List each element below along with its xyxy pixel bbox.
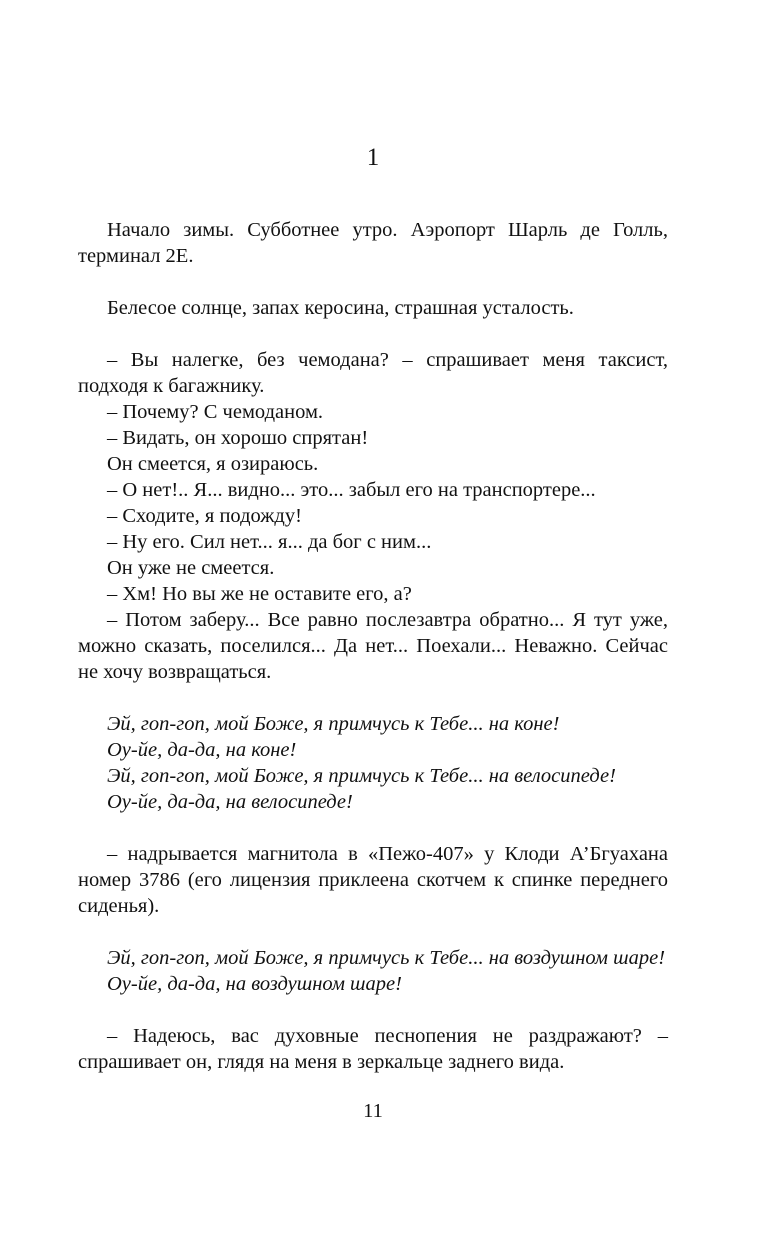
dialogue-line: – Сходите, я подожду! [107,505,302,527]
paragraph-driver-question: – Надеюсь, вас духовные песнопения не раздражают? – спрашивает он, глядя на меня в зеркальце заднего вида. [78,1025,668,1073]
blank-line [78,919,668,945]
dialogue-line: Он смеется, я озираюсь. [107,453,319,475]
dialogue-line: Он уже не смеется. [107,557,275,579]
chapter-number: 1 [366,144,380,171]
dialogue-line: – О нет!.. Я... видно... это... забыл его на транспортере... [107,479,596,501]
dialogue-line: – Видать, он хорошо спрятан! [107,427,369,449]
dialogue-line: – Почему? С чемоданом. [107,401,324,423]
blank-line [78,321,668,347]
blank-line [78,685,668,711]
paragraph-opening: Начало зимы. Субботнее утро. Аэропорт Шарль де Голль, терминал 2E. [78,219,668,267]
paragraph-sun: Белесое солнце, запах керосина, страшная усталость. [107,297,574,319]
dialogue-line: – Ну его. Сил нет... я... да бог с ним... [107,531,432,553]
page-number: 11 [363,1100,383,1122]
verse-line: Эй, гоп-гоп, мой Боже, я примчусь к Тебе... на велосипеде! [107,765,616,787]
verse-line: Оу-йе, да-да, на воздушном шаре! [107,973,402,995]
song-verse-2 [78,945,668,997]
verse-line: Оу-йе, да-да, на велосипеде! [107,791,353,813]
paragraph-radio: – надрывается магнитола в «Пежо-407» у Клоди А’Бгуахана номер 3786 (его лицензия приклеена скотчем к спинке переднего сиденья). [78,843,668,917]
blank-line [78,269,668,295]
dialogue-line: – Хм! Но вы же не оставите его, а? [107,583,412,605]
verse-line: Эй, гоп-гоп, мой Боже, я примчусь к Тебе... на воздушном шаре! [107,947,666,969]
blank-line [78,815,668,841]
body-text [78,217,668,1075]
verse-line: Оу-йе, да-да, на коне! [107,739,297,761]
song-verse-1 [78,711,668,815]
verse-line: Эй, гоп-гоп, мой Боже, я примчусь к Тебе... на коне! [107,713,560,735]
dialogue-line: – Потом заберу... Все равно послезавтра обратно... Я тут уже, можно сказать, поселился... Да нет... Поехали... Неважно. Сейчас не хочу возвращаться. [78,609,668,683]
blank-line [78,997,668,1023]
dialogue-line: – Вы налегке, без чемодана? – спрашивает меня таксист, подходя к багажнику. [78,349,668,397]
book-page [78,0,668,1240]
